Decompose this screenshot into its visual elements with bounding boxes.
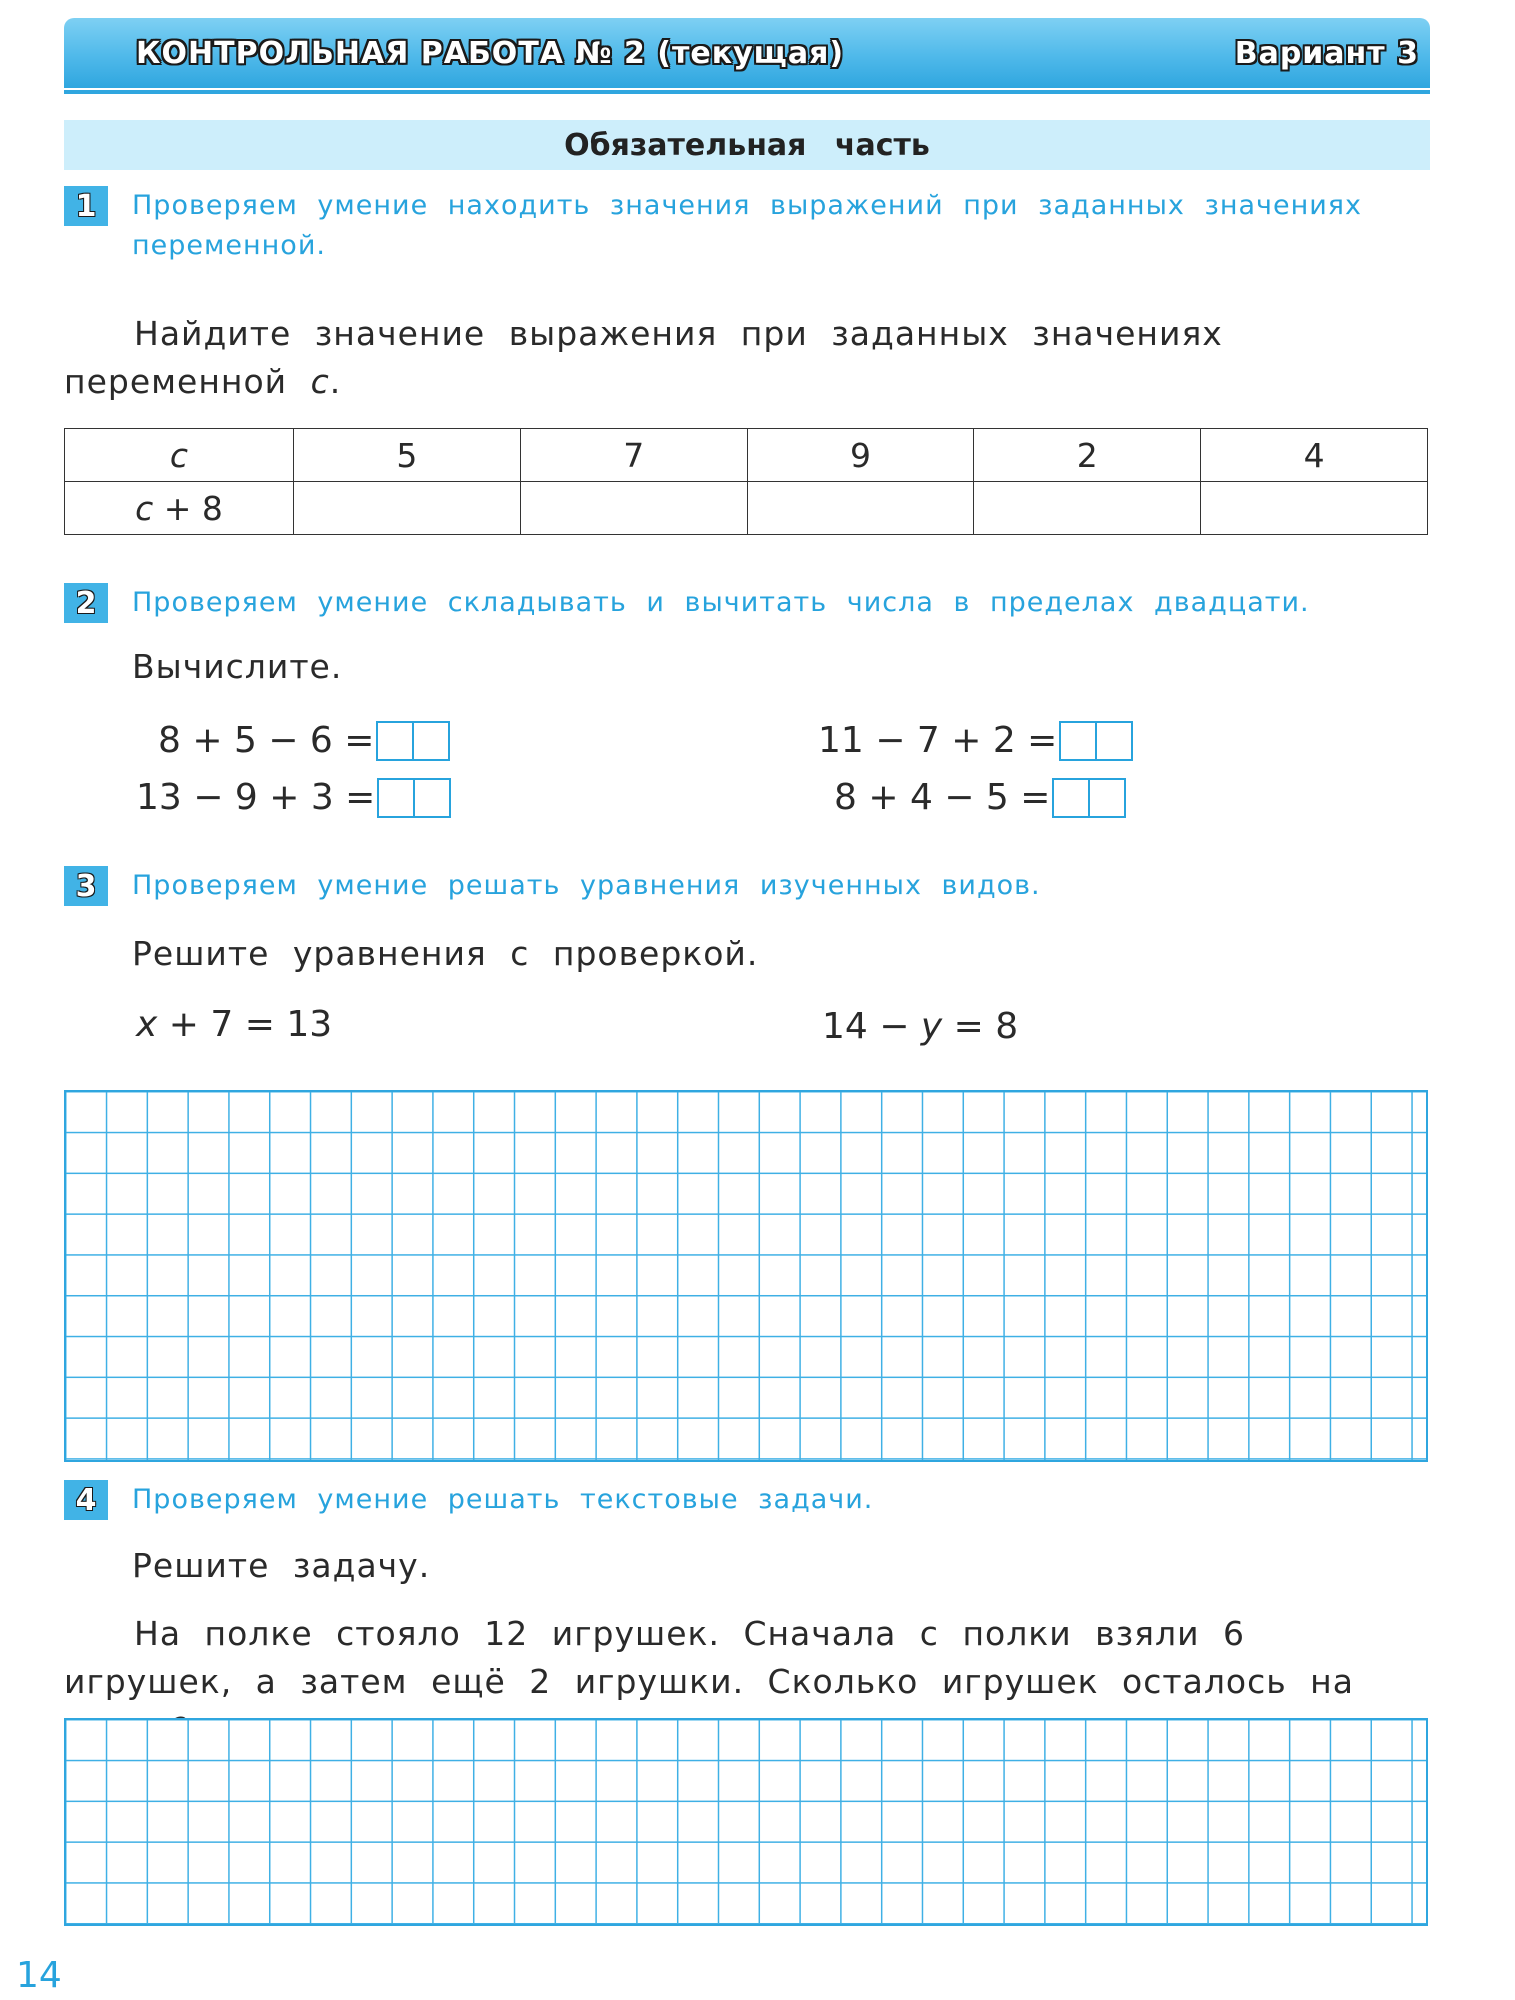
task-3-number: 3 <box>64 866 108 906</box>
table-cell-value: 9 <box>747 429 974 482</box>
task-2-number: 2 <box>64 583 108 623</box>
table-header-c: c <box>65 429 294 482</box>
answer-boxes[interactable] <box>379 778 451 818</box>
answer-boxes[interactable] <box>1061 721 1133 761</box>
expression-text: 8 + 4 − 5 = <box>834 777 1051 818</box>
equation-rest: + 7 = 13 <box>157 1004 333 1045</box>
expression-4 <box>834 773 1126 823</box>
expression-rest: + 8 <box>153 488 223 528</box>
expression-2 <box>136 773 451 823</box>
table-cell-value: 2 <box>974 429 1201 482</box>
table-header-expression <box>65 482 294 535</box>
table-cell-value: 5 <box>294 429 521 482</box>
task-2-skill: Проверяем умение складывать и вычитать числа в пределах двадцати. <box>132 587 1310 618</box>
task-3-instruction: Решите уравнения с проверкой. <box>132 934 759 973</box>
table-row-values <box>65 429 1428 482</box>
answer-grid-1[interactable] <box>64 1090 1428 1462</box>
task-4-problem: На полке стояло 12 игрушек. Сначала с полки взяли 6 игрушек, а затем ещё 2 игрушки. Сколько игрушек осталось на <box>64 1614 1354 1701</box>
expression-3 <box>818 716 1133 766</box>
task-1-number: 1 <box>64 186 108 226</box>
header-variant: Вариант 3 <box>1234 36 1419 71</box>
equation-2 <box>822 1002 1018 1052</box>
expression-var: c <box>135 488 154 528</box>
task-1-skill: Проверяем умение находить значения выражений при заданных значениях переменной. <box>132 190 1362 261</box>
answer-cell[interactable] <box>1201 482 1428 535</box>
equation-1 <box>136 1000 332 1050</box>
equation-var: x <box>136 1004 158 1045</box>
section-bar <box>64 120 1430 170</box>
task-1-instruction-end: . <box>329 362 342 401</box>
answer-cell[interactable] <box>747 482 974 535</box>
answer-boxes[interactable] <box>1054 778 1126 818</box>
expression-text: 13 − 9 + 3 = <box>136 777 376 818</box>
header-rule <box>64 90 1430 94</box>
task-4-number: 4 <box>64 1480 108 1520</box>
expression-text: 11 − 7 + 2 = <box>818 720 1058 761</box>
table-row-answers <box>65 482 1428 535</box>
task-4-instruction: Решите задачу. <box>132 1546 431 1585</box>
task-2-instruction: Вычислите. <box>132 647 343 686</box>
equation-end: = 8 <box>942 1006 1019 1047</box>
answer-grid-2[interactable] <box>64 1718 1428 1926</box>
answer-cell[interactable] <box>520 482 747 535</box>
task-1-instruction <box>64 310 1434 406</box>
table-cell-value: 4 <box>1201 429 1428 482</box>
task-1-instruction-var: c <box>310 362 330 401</box>
expression-1 <box>158 716 450 766</box>
values-table <box>64 428 1428 535</box>
task-4-skill: Проверяем умение решать текстовые задачи. <box>132 1484 874 1515</box>
expression-text: 8 + 5 − 6 = <box>158 720 375 761</box>
answer-cell[interactable] <box>974 482 1201 535</box>
answer-boxes[interactable] <box>378 721 450 761</box>
table-cell-value: 7 <box>520 429 747 482</box>
header-title: КОНТРОЛЬНАЯ РАБОТА № 2 (текущая) <box>136 36 845 71</box>
equation-start: 14 − <box>822 1006 921 1047</box>
section-title: Обязательная часть <box>564 127 930 163</box>
task-3-skill: Проверяем умение решать уравнения изученных видов. <box>132 870 1041 901</box>
equation-var: y <box>920 1006 943 1047</box>
answer-cell[interactable] <box>294 482 521 535</box>
page-number: 14 <box>16 1955 62 1996</box>
task-1-instruction-main: Найдите значение выражения при заданных значениях переменной <box>64 314 1223 401</box>
